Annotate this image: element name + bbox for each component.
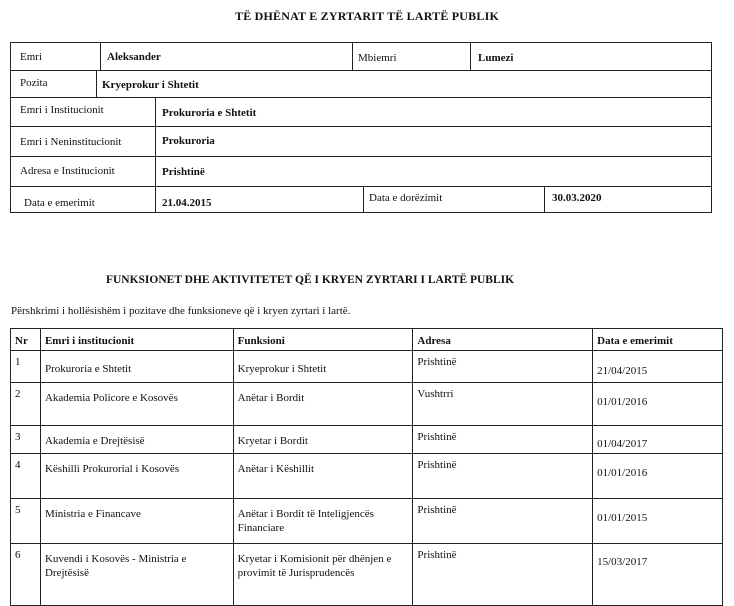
cell-nr: 3 — [11, 426, 41, 454]
cell-nr: 5 — [11, 499, 41, 544]
cell-institucioni: Prokuroria e Shtetit — [40, 351, 233, 383]
functions-description: Përshkrimi i hollësishëm i pozitave dhe funksioneve që i kryen zyrtari i lartë. — [11, 305, 351, 317]
emri-value: Aleksander — [107, 51, 161, 63]
adresa-value: Prishtinë — [162, 166, 205, 178]
cell-institucioni: Akademia e Drejtësisë — [40, 426, 233, 454]
cell-nr: 1 — [11, 351, 41, 383]
data-dorezimit-label: Data e dorëzimit — [369, 192, 443, 204]
cell-data: 21/04/2015 — [593, 351, 723, 383]
col-header-data: Data e emerimit — [593, 329, 723, 351]
cell-funksioni: Anëtar i Këshillit — [233, 454, 413, 499]
cell-adresa: Prishtinë — [413, 454, 593, 499]
data-emerimit-label: Data e emerimit — [24, 197, 95, 209]
cell-data: 01/04/2017 — [593, 426, 723, 454]
neninstitucioni-value: Prokuroria — [162, 135, 215, 147]
functions-table — [10, 328, 723, 606]
cell-data: 01/01/2015 — [593, 499, 723, 544]
cell-nr: 4 — [11, 454, 41, 499]
table-row — [11, 351, 723, 383]
institucioni-label: Emri i Institucionit — [20, 104, 104, 116]
col-header-funksioni: Funksioni — [233, 329, 413, 351]
cell-data: 15/03/2017 — [593, 544, 723, 606]
col-header-adresa: Adresa — [413, 329, 593, 351]
cell-institucioni: Akademia Policore e Kosovës — [40, 383, 233, 426]
cell-adresa: Prishtinë — [413, 426, 593, 454]
cell-funksioni: Kryetar i Komisionit për dhënjen e provimit të Jurisprudencës — [233, 544, 413, 606]
col-header-institucioni: Emri i institucionit — [40, 329, 233, 351]
data-emerimit-value: 21.04.2015 — [162, 197, 212, 209]
functions-heading: FUNKSIONET DHE AKTIVITETET QË I KRYEN ZYRTARI I LARTË PUBLIK — [105, 274, 515, 286]
cell-funksioni: Kryetar i Bordit — [233, 426, 413, 454]
data-dorezimit-value: 30.03.2020 — [552, 192, 602, 204]
cell-data: 01/01/2016 — [593, 383, 723, 426]
col-header-nr: Nr — [11, 329, 41, 351]
neninstitucioni-label: Emri i Neninstitucionit — [20, 136, 122, 148]
pozita-value: Kryeprokur i Shtetit — [102, 79, 199, 91]
table-row — [11, 499, 723, 544]
mbiemri-value: Lumezi — [478, 52, 514, 64]
table-header-row — [11, 329, 723, 351]
cell-data: 01/01/2016 — [593, 454, 723, 499]
institucioni-value: Prokuroria e Shtetit — [162, 107, 257, 119]
table-row — [11, 544, 723, 606]
table-row — [11, 426, 723, 454]
table-row — [11, 454, 723, 499]
cell-adresa: Vushtrri — [413, 383, 593, 426]
cell-nr: 6 — [11, 544, 41, 606]
cell-adresa: Prishtinë — [413, 351, 593, 383]
cell-funksioni: Kryeprokur i Shtetit — [233, 351, 413, 383]
adresa-label: Adresa e Institucionit — [20, 165, 115, 177]
cell-adresa: Prishtinë — [413, 499, 593, 544]
emri-label: Emri — [20, 51, 42, 63]
mbiemri-label: Mbiemri — [358, 52, 397, 64]
cell-institucioni: Ministria e Financave — [40, 499, 233, 544]
cell-institucioni: Këshilli Prokurorial i Kosovës — [40, 454, 233, 499]
cell-institucioni: Kuvendi i Kosovës - Ministria e Drejtësisë — [40, 544, 233, 606]
document-title: TË DHËNAT E ZYRTARIT TË LARTË PUBLIK — [235, 9, 499, 23]
cell-adresa: Prishtinë — [413, 544, 593, 606]
pozita-label: Pozita — [20, 77, 48, 89]
cell-funksioni: Anëtar i Bordit të Inteligjencës Financiare — [233, 499, 413, 544]
table-row — [11, 383, 723, 426]
cell-funksioni: Anëtar i Bordit — [233, 383, 413, 426]
cell-nr: 2 — [11, 383, 41, 426]
